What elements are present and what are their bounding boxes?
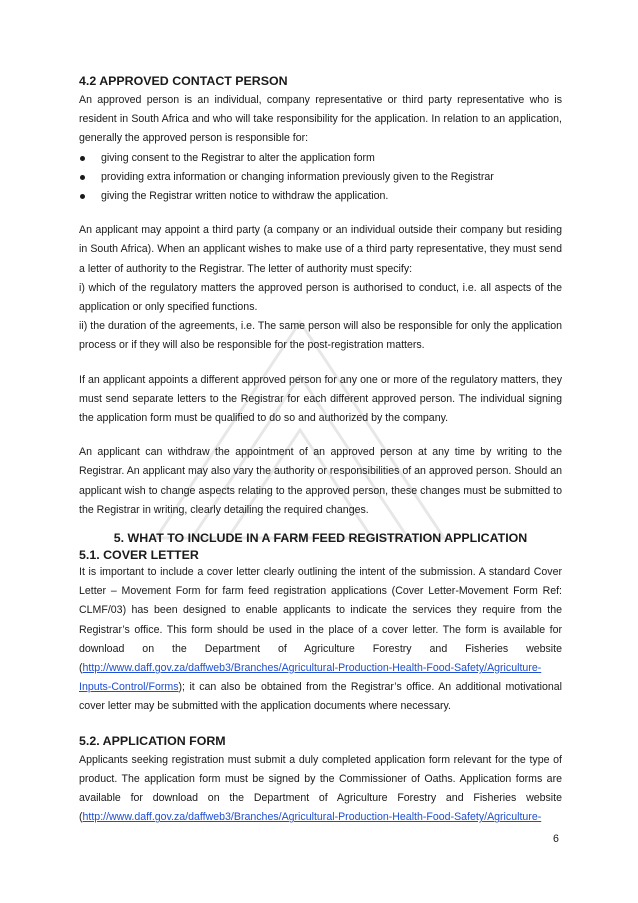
section-heading-4-2: 4.2 APPROVED CONTACT PERSON <box>79 74 288 88</box>
section-heading-5: 5. WHAT TO INCLUDE IN A FARM FEED REGISTRATION APPLICATION <box>113 531 528 546</box>
page-content <box>79 72 562 828</box>
section-heading-5-1: 5.1. COVER LETTER <box>79 548 199 563</box>
responsibility-list <box>79 149 562 207</box>
section-heading-5-2: 5.2. APPLICATION FORM <box>79 733 226 748</box>
paragraph-different-approved-person: If an applicant appoints a different approved person for any one or more of the regulatory matters, they must send separate letters to the Registrar for each different approved person. The individual signing the application form must be qualified to do so and authorized by the company. <box>79 373 562 425</box>
bullet-icon <box>80 156 85 161</box>
paragraph-third-party: An applicant may appoint a third party (a company or an individual outside their company but residing in South Africa). When an applicant wishes to make use of a third party representative, they must send a letter of authority to the Registrar. The letter of authority must specify: <box>79 224 562 275</box>
paragraph-cover-letter: It is important to include a cover letter clearly outlining the intent of the submission. A standard Cover Letter – Movement Form for farm feed registration applications (Cover Letter-Movement Form Ref: CLMF/03) has been designed to enable applicants to indicate the services they require from the Registrar’s office. This form should be used in the place of a cover letter. The form is available for download on the Department of Agriculture Forestry and Fisheries website (http://www.daff.gov.za/daffweb3/Branches/Agricultural-Production-Health-Food-Safety/Agriculture-Inputs-Control/Forms); it can also be obtained from the Registrar’s office. An additional motivational cover letter may be submitted with the application documents where necessary. <box>79 566 562 713</box>
bullet-icon <box>80 175 85 180</box>
paragraph-approved-person: An approved person is an individual, company representative or third party representative who is resident in South Africa and who will take responsibility for the application. In relation to an application, generally the approved person is responsible for: <box>79 94 562 145</box>
bullet-icon <box>80 194 85 199</box>
paragraph-item-i: i) which of the regulatory matters the approved person is authorised to conduct, i.e. all aspects of the application or only specified functions. <box>79 281 562 314</box>
paragraph-item-ii: ii) the duration of the agreements, i.e. The same person will also be responsible for only the application process or if they will also be responsible for the post-registration matters. <box>79 320 562 352</box>
list-item: giving the Registrar written notice to withdraw the application. <box>79 187 562 206</box>
application-forms-link[interactable]: http://www.daff.gov.za/daffweb3/Branches/Agricultural-Production-Health-Food-Safety/Agriculture- <box>82 811 542 824</box>
page-number: 6 <box>553 833 559 845</box>
list-item: giving consent to the Registrar to alter the application form <box>79 149 562 168</box>
forms-link[interactable]: http://www.daff.gov.za/daffweb3/Branches/Agricultural-Production-Health-Food-Safety/Agriculture-Inputs-Control/Forms <box>79 662 542 694</box>
list-item: providing extra information or changing information previously given to the Registrar <box>79 168 562 187</box>
paragraph-withdraw-appointment: An applicant can withdraw the appointment of an approved person at any time by writing to the Registrar. An applicant may also vary the authority or responsibilities of an approved person. Should an applicant wish to change aspects relating to the approved person, these changes must be submitted to the Registrar in writing, clearly detailing the required changes. <box>79 446 562 516</box>
paragraph-application-form: Applicants seeking registration must submit a duly completed application form relevant for the type of product. The application form must be signed by the Commissioner of Oaths. Application forms are available for download on the Department of Agriculture Forestry and Fisheries website (http://www.daff.gov.za/daffweb3/Branches/Agricultural-Production-Health-Food-Safety/Agriculture- <box>79 753 562 824</box>
